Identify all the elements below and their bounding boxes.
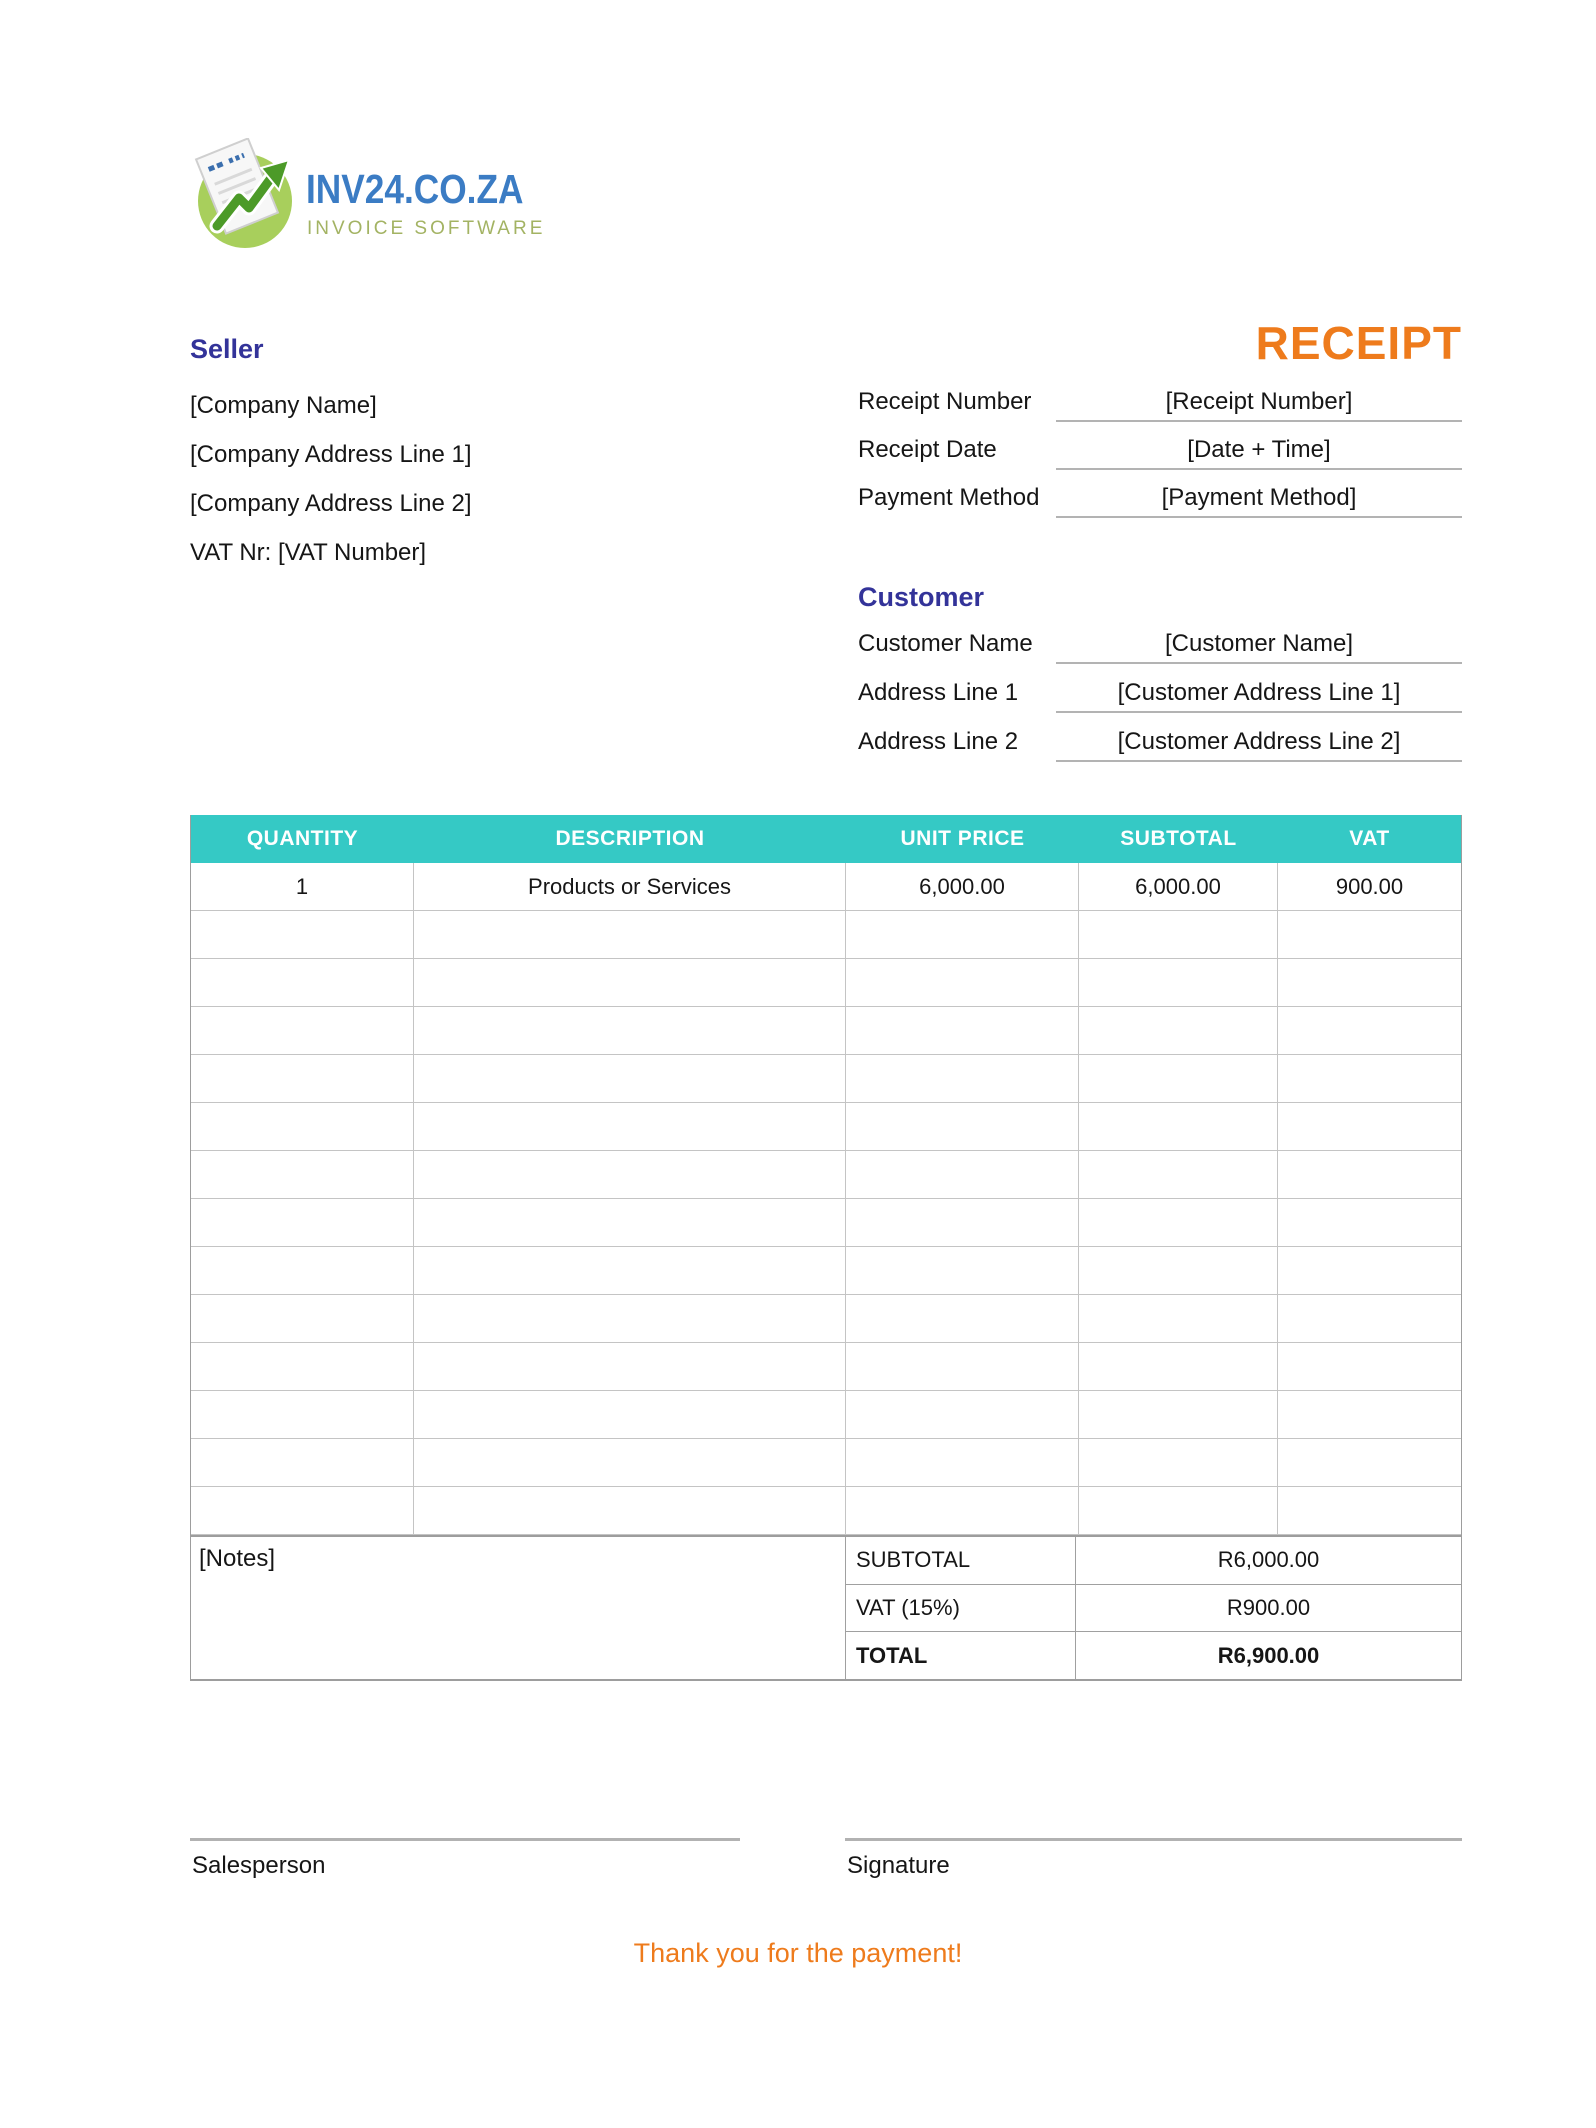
table-empty-cell [191, 1343, 414, 1390]
table-empty-row [191, 1295, 1461, 1343]
table-empty-cell [846, 1343, 1079, 1390]
table-empty-cell [846, 1151, 1079, 1198]
table-empty-cell [1079, 1103, 1278, 1150]
table-empty-cell [414, 1151, 846, 1198]
seller-company-name: [Company Name] [190, 392, 377, 419]
customer-address-2-value: [Customer Address Line 2] [1117, 728, 1401, 755]
table-empty-row [191, 1487, 1461, 1535]
customer-address-1-label: Address Line 1 [858, 679, 1019, 706]
customer-name-rule [1056, 662, 1462, 664]
customer-name-label: Customer Name [858, 630, 1033, 657]
table-header-description: DESCRIPTION [555, 827, 705, 850]
table-empty-cell [1278, 1151, 1461, 1198]
table-header-unit-price: UNIT PRICE [900, 827, 1025, 850]
summary-subtotal-value: R6,000.00 [1217, 1547, 1320, 1573]
seller-address-line-2: [Company Address Line 2] [190, 490, 472, 517]
table-empty-cell [1079, 1391, 1278, 1438]
table-empty-cell [191, 1007, 414, 1054]
receipt-date-value: [Date + Time] [1187, 436, 1331, 463]
table-empty-cell [1079, 1055, 1278, 1102]
salesperson-label: Salesperson [192, 1852, 326, 1879]
table-empty-cell [414, 1103, 846, 1150]
table-empty-cell [1278, 1007, 1461, 1054]
customer-address-2-rule [1056, 760, 1462, 762]
table-empty-cell [414, 1007, 846, 1054]
table-empty-cell [846, 1103, 1079, 1150]
seller-address-line-1: [Company Address Line 1] [190, 441, 472, 468]
table-empty-cell [1278, 1247, 1461, 1294]
logo-subtitle: INVOICE SOFTWARE [307, 218, 546, 239]
table-empty-cell [191, 1295, 414, 1342]
payment-method-value: [Payment Method] [1161, 484, 1357, 511]
table-empty-cell [846, 1295, 1079, 1342]
payment-method-label: Payment Method [858, 484, 1040, 511]
table-empty-cell [1278, 959, 1461, 1006]
signature-line [845, 1838, 1462, 1841]
table-header-quantity: QUANTITY [246, 827, 359, 850]
table-empty-cell [1079, 1247, 1278, 1294]
table-empty-cell [846, 1199, 1079, 1246]
table-empty-cell [414, 1391, 846, 1438]
table-empty-row [191, 1439, 1461, 1487]
table-item-row [191, 863, 1461, 911]
table-empty-cell [1278, 1295, 1461, 1342]
table-empty-cell [191, 1103, 414, 1150]
customer-address-1-rule [1056, 711, 1462, 713]
payment-method-rule [1056, 516, 1462, 518]
thank-you-message: Thank you for the payment! [633, 1938, 963, 1968]
table-empty-cell [1278, 1103, 1461, 1150]
table-empty-cell [414, 1343, 846, 1390]
table-empty-row [191, 911, 1461, 959]
table-empty-row [191, 959, 1461, 1007]
notes-cell: [Notes] [191, 1537, 846, 1679]
table-empty-cell [846, 1439, 1079, 1486]
table-empty-cell [1278, 911, 1461, 958]
table-empty-cell [1278, 1391, 1461, 1438]
customer-heading: Customer [858, 582, 985, 612]
summary-vat-value: R900.00 [1226, 1595, 1311, 1620]
table-empty-cell [846, 1055, 1079, 1102]
table-empty-cell [191, 1199, 414, 1246]
table-empty-row [191, 1007, 1461, 1055]
receipt-number-rule [1056, 420, 1462, 422]
item-description-cell: Products or Services [414, 863, 846, 910]
table-empty-cell [846, 959, 1079, 1006]
table-bottom-block [191, 1535, 1461, 1681]
salesperson-signature-line [190, 1838, 740, 1841]
items-table [190, 815, 1462, 1681]
table-empty-cell [1079, 1151, 1278, 1198]
table-empty-cell [191, 959, 414, 1006]
table-empty-row [191, 1103, 1461, 1151]
table-empty-cell [414, 1199, 846, 1246]
item-vat-cell: 900.00 [1335, 873, 1404, 899]
table-empty-cell [1079, 1439, 1278, 1486]
logo-title: INV24.CO.ZA [306, 166, 524, 212]
table-empty-cell [191, 1055, 414, 1102]
summary-total-value: R6,900.00 [1217, 1642, 1320, 1668]
table-empty-cell [846, 1391, 1079, 1438]
receipt-number-value: [Receipt Number] [1165, 388, 1353, 415]
receipt-number-label: Receipt Number [858, 388, 1032, 415]
table-empty-cell [414, 1055, 846, 1102]
table-empty-cell [414, 959, 846, 1006]
receipt-date-rule [1056, 468, 1462, 470]
table-empty-cell [846, 1007, 1079, 1054]
table-empty-rows [191, 911, 1461, 1535]
summary-row-subtotal [846, 1537, 1461, 1585]
table-empty-cell [1278, 1487, 1461, 1534]
table-empty-cell [414, 1247, 846, 1294]
table-empty-row [191, 1151, 1461, 1199]
seller-vat-line: VAT Nr: [VAT Number] [190, 539, 427, 566]
table-empty-cell [1079, 1007, 1278, 1054]
table-empty-cell [1079, 1487, 1278, 1534]
inv24-logo-icon [193, 138, 299, 252]
item-quantity-cell: 1 [191, 863, 414, 910]
table-empty-cell [414, 1487, 846, 1534]
document-title: RECEIPT [1255, 317, 1462, 369]
table-empty-cell [1079, 1199, 1278, 1246]
table-empty-row [191, 1343, 1461, 1391]
table-empty-cell [414, 1439, 846, 1486]
seller-heading: Seller [190, 334, 264, 364]
customer-address-1-value: [Customer Address Line 1] [1117, 679, 1401, 706]
table-empty-row [191, 1247, 1461, 1295]
table-empty-cell [846, 1247, 1079, 1294]
table-empty-cell [191, 1439, 414, 1486]
receipt-date-label: Receipt Date [858, 436, 997, 463]
table-empty-cell [191, 1391, 414, 1438]
table-empty-cell [1278, 1343, 1461, 1390]
summary-vat-label: VAT (15%) [846, 1585, 1076, 1632]
signature-label: Signature [847, 1852, 950, 1879]
table-empty-cell [1079, 911, 1278, 958]
table-empty-cell [1278, 1055, 1461, 1102]
table-header-subtotal: SUBTOTAL [1120, 827, 1237, 850]
table-empty-row [191, 1391, 1461, 1439]
summary-section [846, 1537, 1461, 1679]
table-empty-cell [846, 911, 1079, 958]
table-empty-cell [1079, 1343, 1278, 1390]
summary-row-vat [846, 1585, 1461, 1633]
customer-name-value: [Customer Name] [1164, 630, 1354, 657]
table-header-vat: VAT [1349, 827, 1390, 850]
table-empty-cell [1079, 1295, 1278, 1342]
table-empty-row [191, 1199, 1461, 1247]
item-subtotal-cell: 6,000.00 [1079, 863, 1278, 910]
table-empty-cell [414, 1295, 846, 1342]
table-empty-cell [191, 1487, 414, 1534]
customer-address-2-label: Address Line 2 [858, 728, 1019, 755]
table-empty-row [191, 1055, 1461, 1103]
table-header-row [191, 815, 1461, 863]
table-empty-cell [846, 1487, 1079, 1534]
summary-subtotal-label: SUBTOTAL [846, 1537, 1076, 1584]
table-empty-cell [191, 1151, 414, 1198]
table-empty-cell [414, 911, 846, 958]
table-empty-cell [1278, 1439, 1461, 1486]
table-empty-cell [1278, 1199, 1461, 1246]
item-unit-price-cell: 6,000.00 [846, 863, 1079, 910]
summary-total-label: TOTAL [846, 1632, 1076, 1679]
table-empty-cell [191, 911, 414, 958]
summary-row-total [846, 1632, 1461, 1679]
table-empty-cell [191, 1247, 414, 1294]
table-empty-cell [1079, 959, 1278, 1006]
